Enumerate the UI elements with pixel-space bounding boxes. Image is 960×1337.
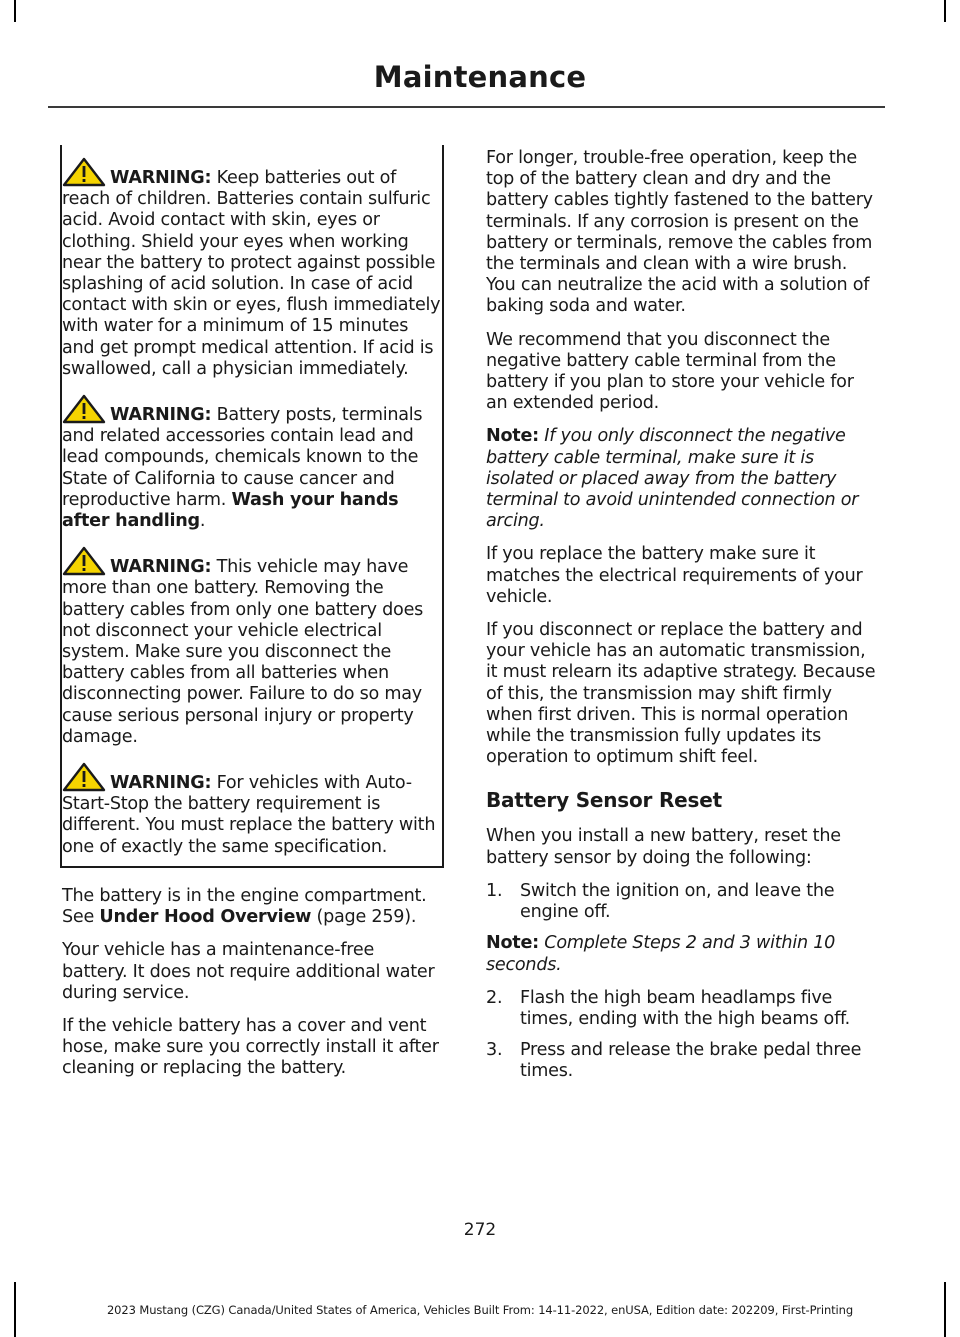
warning-label: WARNING: bbox=[110, 557, 212, 578]
step-text: Switch the ignition on, and leave the engine off. bbox=[520, 880, 835, 923]
step-number: 3. bbox=[486, 1040, 503, 1061]
page-reference: (page 259). bbox=[311, 907, 417, 928]
step-text: Flash the high beam headlamps five times, ending with the high beams off. bbox=[520, 987, 851, 1029]
step-number: 1. bbox=[486, 880, 503, 901]
warning-triangle-icon bbox=[62, 157, 106, 187]
warning-triangle-icon bbox=[62, 394, 106, 424]
warning-text: For vehicles with Auto-Start-Stop the battery requirement is different. You must replace the battery with one of exactly the same specification. bbox=[62, 773, 436, 857]
note-label: Note: bbox=[486, 933, 539, 954]
warning-1 bbox=[62, 157, 442, 380]
warning-text: Keep batteries out of reach of children. Batteries contain sulfuric acid. Avoid contact with skin, eyes or clothing. Shield your eyes when working near the battery to protect against possible splashing of acid solution. In case of acid contact with skin or eyes, flush immediately with water for a minimum of 15 minutes and get prompt medical attention. If acid is swallowed, call a physician immediately. bbox=[62, 168, 441, 379]
note-steps-timing bbox=[486, 933, 880, 975]
warning-text: This vehicle may have more than one battery. Removing the battery cables from only one battery does not disconnect your vehicle electrical system. Make sure you disconnect the battery cables from all batteries when disconnecting power. Failure to do so may cause serious personal injury or property damage. bbox=[62, 557, 424, 747]
note-disconnect bbox=[486, 426, 880, 532]
cleaning-paragraph: For longer, trouble-free operation, keep the top of the battery clean and dry and the battery cables tightly fastened to the battery terminals. If any corrosion is present on the battery or terminals, remove the cables from the terminals and clean with a wire brush. You can neutralize the acid with a solution of baking soda and water. bbox=[486, 148, 873, 317]
note-text: Complete Steps 2 and 3 within 10 seconds. bbox=[486, 933, 836, 975]
warning-4 bbox=[62, 762, 442, 858]
warning-triangle-icon bbox=[62, 546, 106, 576]
list-item bbox=[486, 881, 880, 923]
warning-text: Battery posts, terminals and related accessories contain lead and lead compounds, chemicals known to the State of California to cause cancer and reproductive harm. bbox=[62, 405, 423, 510]
cross-reference-link[interactable]: Under Hood Overview bbox=[99, 907, 312, 928]
crop-mark bbox=[14, 0, 16, 22]
left-column bbox=[62, 145, 444, 1092]
reset-steps-list-continued bbox=[486, 988, 880, 1083]
battery-location-paragraph bbox=[62, 886, 444, 928]
footer-text: 2023 Mustang (CZG) Canada/United States of America, Vehicles Built From: 14-11-2022, enUSA, Edition date: 202209, First-Printing bbox=[106, 1303, 854, 1317]
crop-mark bbox=[944, 0, 946, 22]
note-text: If you only disconnect the negative battery cable terminal, make sure it is isolated or placed away from the battery terminal to avoid unintended connection or arcing. bbox=[486, 426, 859, 532]
warning-label: WARNING: bbox=[110, 405, 212, 426]
warning-box bbox=[60, 145, 444, 868]
step-text: Press and release the brake pedal three times. bbox=[520, 1040, 862, 1082]
step-number: 2. bbox=[486, 987, 503, 1008]
vent-hose-paragraph: If the vehicle battery has a cover and vent hose, make sure you correctly install it after cleaning or replacing the battery. bbox=[62, 1015, 439, 1079]
warning-2 bbox=[62, 394, 442, 532]
warning-triangle-icon bbox=[62, 762, 106, 792]
maintenance-free-paragraph: Your vehicle has a maintenance-free battery. It does not require additional water during service. bbox=[62, 940, 435, 1003]
list-item bbox=[486, 988, 880, 1030]
warning-label: WARNING: bbox=[110, 773, 212, 794]
list-item bbox=[486, 1040, 880, 1082]
page-title: Maintenance bbox=[373, 60, 587, 94]
warning-3 bbox=[62, 546, 442, 748]
warning-emphasis: Wash your hands after handling bbox=[62, 489, 399, 532]
warning-tail: . bbox=[199, 511, 206, 532]
section-heading: Battery Sensor Reset bbox=[486, 788, 722, 813]
transmission-paragraph: If you disconnect or replace the battery and your vehicle has an automatic transmission, it must relearn its adaptive strategy. Because of this, the transmission may shift firmly when first driven. This is normal operation while the transmission fully updates its operation to optimum shift feel. bbox=[486, 620, 876, 768]
storage-paragraph: We recommend that you disconnect the negative battery cable terminal from the battery if you plan to store your vehicle for an extended period. bbox=[486, 329, 854, 414]
right-column bbox=[486, 145, 880, 1093]
note-label: Note: bbox=[486, 426, 539, 447]
page-number: 272 bbox=[463, 1220, 497, 1240]
replace-paragraph: If you replace the battery make sure it matches the electrical requirements of your vehicle. bbox=[486, 544, 863, 607]
header-divider bbox=[48, 106, 885, 108]
paragraph-text: The battery is in the engine compartment. See bbox=[62, 885, 427, 928]
reset-steps-list bbox=[486, 881, 880, 923]
warning-label: WARNING: bbox=[110, 168, 212, 188]
reset-intro-paragraph: When you install a new battery, reset the battery sensor by doing the following: bbox=[486, 826, 841, 868]
